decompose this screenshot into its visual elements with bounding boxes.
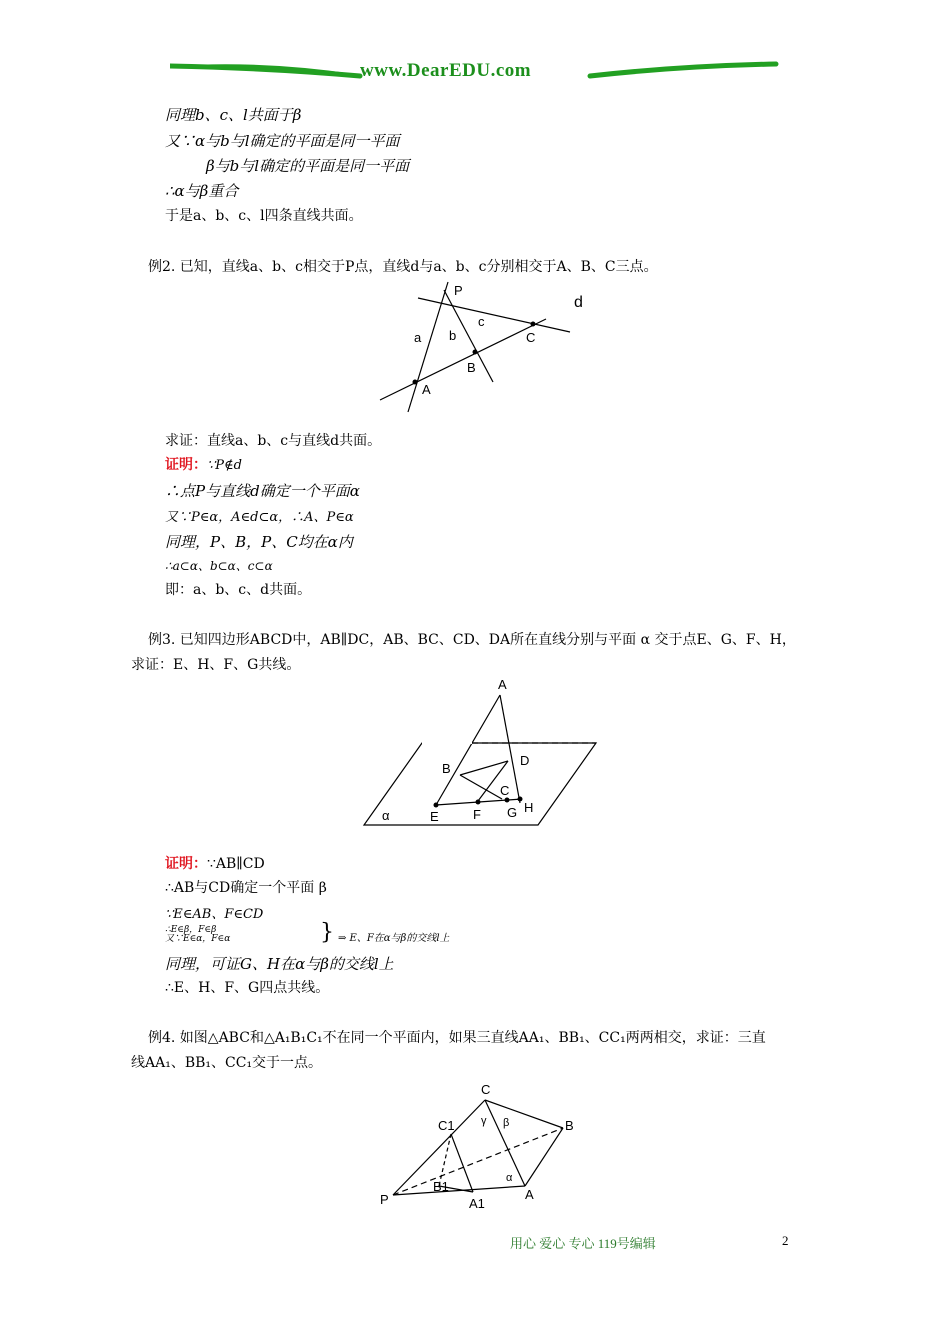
point-F	[476, 800, 481, 805]
label-C: C	[526, 330, 536, 345]
label-P: P	[380, 1192, 389, 1207]
page-number: 2	[782, 1233, 789, 1248]
label-H: H	[524, 800, 534, 815]
proof-line: ∴E、H、F、G四点共线。	[165, 980, 330, 996]
point-A	[413, 380, 418, 385]
text-line: 于是a、b、c、l四条直线共面。	[165, 208, 363, 224]
label-D: D	[520, 753, 530, 768]
point-B	[473, 350, 478, 355]
proof-line: ∵E∈AB、F∈CD	[165, 907, 264, 922]
label-E: E	[430, 809, 439, 824]
label-F: F	[473, 807, 481, 822]
proof-line: ∴a⊂α、b⊂α、c⊂α	[165, 559, 273, 573]
text-line: 又∵α与b与l确定的平面是同一平面	[165, 132, 400, 150]
point-G	[505, 798, 510, 803]
label-B: B	[467, 360, 476, 375]
proof-label: 证明：	[165, 856, 207, 872]
line-d2	[380, 319, 546, 400]
label-P: P	[454, 283, 463, 298]
brace: }	[320, 920, 334, 945]
example-3-title-cont: 求证：E、H、F、G共线。	[131, 657, 301, 673]
label-B1: B1	[433, 1179, 449, 1194]
segment-PB	[393, 1128, 563, 1195]
proof-line: 同理，P、B，P、C均在α内	[165, 533, 353, 551]
label-G: G	[507, 805, 518, 820]
segment-BA	[525, 1128, 563, 1186]
label-C1: C1	[438, 1118, 455, 1133]
label-c: c	[478, 314, 485, 329]
figure-example-2	[370, 278, 600, 418]
figure-example-4	[375, 1078, 585, 1213]
text-line: 同理b、c、l共面于β	[165, 106, 302, 124]
segment-BC	[460, 775, 502, 799]
proof-text: ∵AB∥CD	[207, 856, 265, 872]
proof-line: 又∵P∈α，A∈d⊂α，∴A、P∈α	[165, 510, 354, 525]
text-line: β与b与l确定的平面是同一平面	[206, 157, 410, 175]
line-d	[418, 298, 570, 332]
proof-line: 同理，可证G、H在α与β的交线l上	[165, 955, 394, 973]
example-3-title: 例3. 已知四边形ABCD中，AB∥DC，AB、BC、CD、DA所在直线分别与平面 α 交于点E、G、F、H，	[148, 632, 796, 648]
proof-label: 证明：	[165, 457, 207, 473]
label-B: B	[565, 1118, 574, 1133]
example-4-title-cont: 线AA₁、BB₁、CC₁交于一点。	[131, 1055, 323, 1071]
proof-line: ∴AB与CD确定一个平面 β	[165, 880, 327, 896]
point-E	[434, 803, 439, 808]
point-C	[531, 322, 536, 327]
proof-line: 又∵E∈α，F∈α	[165, 934, 231, 944]
proof-line	[165, 456, 242, 475]
label-C: C	[481, 1082, 491, 1097]
label-C: C	[500, 783, 510, 798]
example-2-title: 例2. 已知，直线a、b、c相交于P点，直线d与a、b、c分别相交于A、B、C三点。	[148, 259, 658, 275]
footer-text: 用心 爱心 专心 119号编辑	[510, 1236, 656, 1251]
example-4-title: 例4. 如图△ABC和△A₁B₁C₁不在同一个平面内，如果三直线AA₁、BB₁、CC₁两两相交，求证：三直	[148, 1030, 766, 1046]
label-gamma: γ	[481, 1115, 487, 1127]
point-H	[518, 797, 523, 802]
label-alpha: α	[506, 1172, 513, 1184]
label-beta: β	[503, 1117, 510, 1129]
label-B: B	[442, 761, 451, 776]
segment-CA	[485, 1100, 525, 1186]
segment-AE	[436, 695, 500, 805]
proof-line: ∴E∈β，F∈β	[165, 925, 217, 935]
label-alpha: α	[382, 808, 390, 823]
proof-brace-group	[165, 926, 230, 944]
label-A: A	[525, 1187, 534, 1202]
label-a: a	[414, 330, 422, 345]
site-title[interactable]: www.DearEDU.com	[360, 60, 532, 81]
label-A: A	[422, 382, 431, 397]
proof-line: ∴点P与直线d确定一个平面α	[165, 482, 360, 500]
proof-text: ∵P∉d	[207, 458, 242, 473]
proof-line: 即：a、b、c、d共面。	[165, 582, 312, 598]
example-2-prove: 求证：直线a、b、c与直线d共面。	[165, 433, 382, 449]
label-A1: A1	[469, 1196, 485, 1211]
label-A: A	[498, 677, 507, 692]
figure-example-3	[360, 675, 605, 835]
label-b: b	[449, 328, 457, 343]
proof-line	[165, 855, 265, 873]
label-d: d	[574, 294, 583, 311]
segment-C1A1	[451, 1134, 473, 1192]
text-line: ∴α与β重合	[165, 182, 239, 200]
proof-line: ⇒ E、F在α与β的交线l上	[338, 933, 450, 944]
segment-BD	[460, 761, 508, 775]
